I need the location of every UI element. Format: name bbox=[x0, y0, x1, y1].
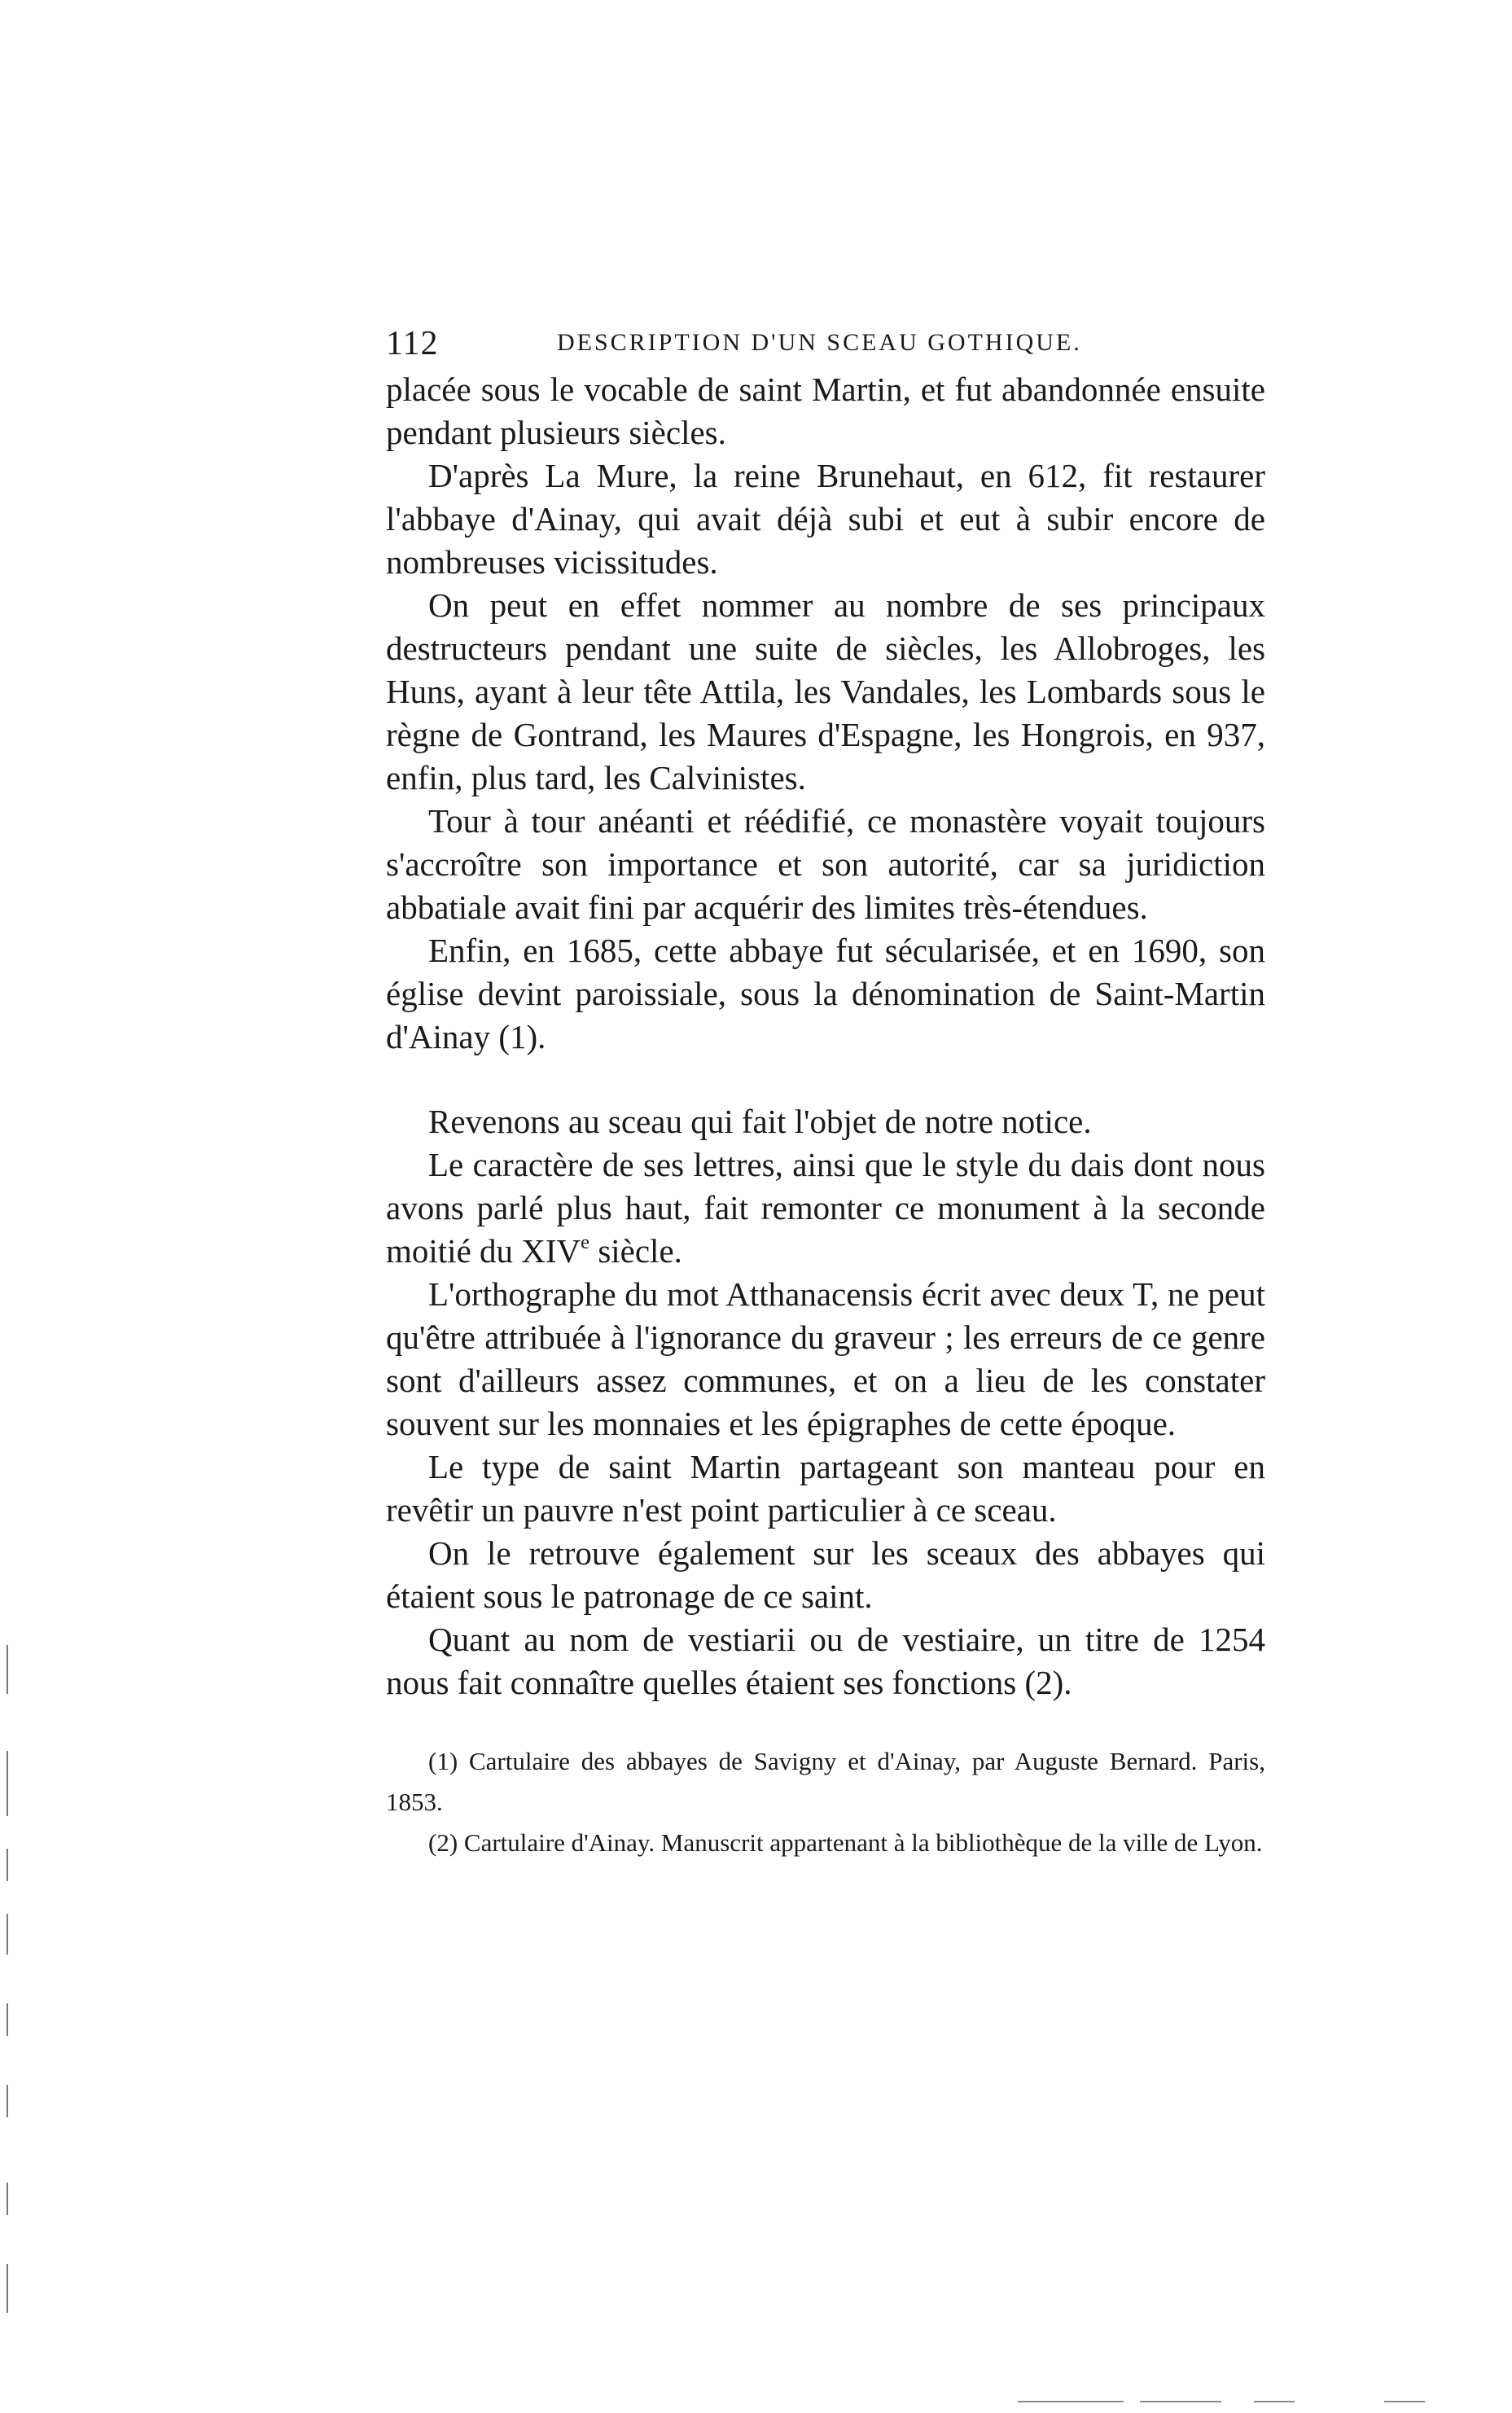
body-text bbox=[386, 368, 1265, 1704]
paragraph-text: Le caractère de ses lettres, ainsi que le style du dais dont nous avons parlé plus haut, fait remonter ce monument à la seconde moitié du bbox=[386, 1146, 1265, 1270]
footnote: (1) Cartulaire des abbayes de Savigny et d'Ainay, par Auguste Bernard. Paris, 1853. bbox=[386, 1747, 1265, 1816]
scan-bottom-rule bbox=[1140, 2401, 1221, 2402]
scan-edge-mark bbox=[7, 2183, 8, 2215]
running-title: DESCRIPTION D'UN SCEAU GOTHIQUE. bbox=[557, 329, 1082, 356]
paragraph: Tour à tour anéanti et réédifié, ce monastère voyait toujours s'accroître son importance et son autorité, car sa juridiction abbatiale avait fini par acquérir des limites très-étendues. bbox=[386, 802, 1265, 926]
paragraph: L'orthographe du mot Atthanacensis écrit avec deux T, ne peut qu'être attribuée à l'ignorance du graveur ; les erreurs de ce genre sont d'ailleurs assez communes, et on a lieu de les constater souvent sur les monnaies et les épigraphes de cette époque. bbox=[386, 1275, 1265, 1442]
paragraph: On le retrouve également sur les sceaux des abbayes qui étaient sous le patronage de ce saint. bbox=[386, 1534, 1265, 1615]
paragraph: Le type de saint Martin partageant son manteau pour en revêtir un pauvre n'est point particulier à ce sceau. bbox=[386, 1448, 1265, 1529]
scan-edge-mark bbox=[7, 1914, 8, 1955]
paragraph: Quant au nom de vestiarii ou de vestiaire, un titre de 1254 nous fait connaître quelles étaient ses fonctions (2). bbox=[386, 1621, 1265, 1701]
paragraph: On peut en effet nommer au nombre de ses principaux destructeurs pendant une suite de siècles, les Allobroges, les Huns, ayant à leur tête Attila, les Vandales, les Lombards sous le règne de Gontrand, les Maures d'Espagne, les Hongrois, en 937, enfin, plus tard, les Calvinistes. bbox=[386, 586, 1265, 796]
scan-edge-mark bbox=[7, 1849, 8, 1881]
scan-edge-mark bbox=[7, 1751, 8, 1816]
page-number: 112 bbox=[386, 325, 439, 362]
footnote: (2) Cartulaire d'Ainay. Manuscrit appartenant à la bibliothèque de la ville de Lyon. bbox=[428, 1828, 1263, 1857]
paragraph: placée sous le vocable de saint Martin, et fut abandonnée ensuite pendant plusieurs siècles. bbox=[386, 371, 1265, 451]
scan-bottom-rule bbox=[1384, 2401, 1425, 2402]
scan-edge-marks bbox=[7, 1645, 11, 2345]
paragraph: D'après La Mure, la reine Brunehaut, en 612, fit restaurer l'abbaye d'Ainay, qui avait déjà subi et eut à subir encore de nombreuses vicissitudes. bbox=[386, 457, 1265, 581]
scan-edge-mark bbox=[7, 1645, 8, 1694]
scan-bottom-rule bbox=[1254, 2401, 1295, 2402]
century-suffix: siècle. bbox=[589, 1232, 682, 1270]
scan-edge-mark bbox=[7, 2264, 8, 2313]
paragraph: Revenons au sceau qui fait l'objet de notre notice. bbox=[428, 1103, 1092, 1140]
scan-edge-mark bbox=[7, 2085, 8, 2117]
page-header bbox=[386, 324, 1265, 365]
century-numeral: XIV bbox=[521, 1232, 581, 1270]
paragraph: Enfin, en 1685, cette abbaye fut sécularisée, et en 1690, son église devint paroissiale, sous la dénomination de Saint-Martin d'Ainay (1). bbox=[386, 932, 1265, 1055]
scan-bottom-rule bbox=[1018, 2401, 1124, 2402]
century-superscript: e bbox=[581, 1231, 590, 1253]
scan-edge-mark bbox=[7, 2003, 8, 2036]
footnotes bbox=[386, 1741, 1265, 1863]
paragraph-with-century bbox=[386, 1143, 1265, 1273]
